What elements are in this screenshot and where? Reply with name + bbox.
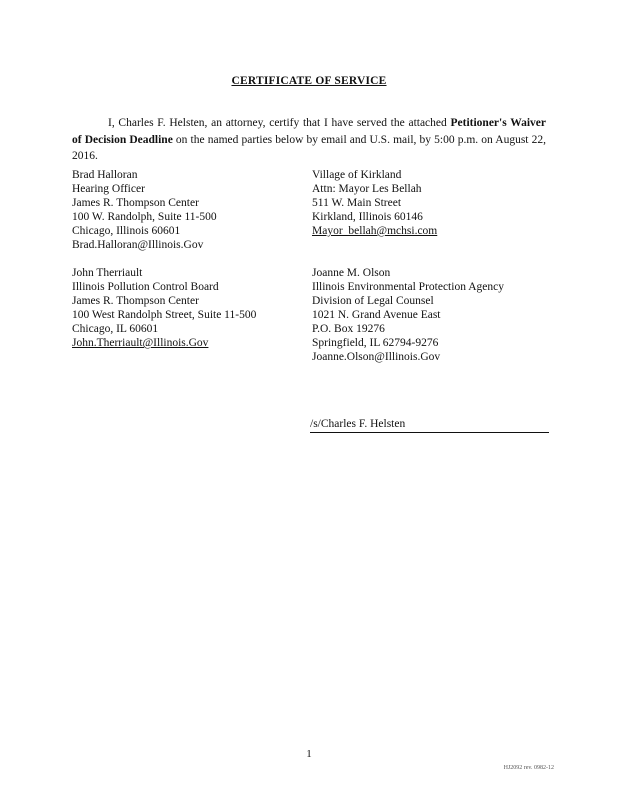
recipient-block-halloran: [72, 168, 312, 252]
recipient-line: Division of Legal Counsel: [312, 295, 434, 307]
recipient-line: John Therriault: [72, 267, 143, 279]
recipient-line: 100 W. Randolph, Suite 11-500: [72, 211, 217, 223]
intro-text-1: I, Charles F. Helsten, an attorney, certify that I have served the attached: [108, 117, 451, 129]
recipient-line: Springfield, IL 62794-9276: [312, 337, 439, 349]
recipient-line: 511 W. Main Street: [312, 197, 402, 209]
recipient-email: Brad.Halloran@Illinois.Gov: [72, 239, 204, 251]
recipient-line: 1021 N. Grand Avenue East: [312, 309, 441, 321]
recipient-block-kirkland: [312, 168, 552, 238]
recipient-line: Brad Halloran: [72, 169, 138, 181]
certification-paragraph: [72, 115, 546, 165]
recipient-line: James R. Thompson Center: [72, 197, 199, 209]
recipient-email-link[interactable]: Mayor_bellah@mchsi.com: [312, 225, 438, 237]
intro-text-2: on the named parties below by email and U.S. mail, by 5:00 p.m. on August 22, 2016.: [72, 133, 546, 162]
recipient-line: Illinois Pollution Control Board: [72, 281, 219, 293]
recipient-line: Village of Kirkland: [312, 169, 402, 181]
recipient-line: Kirkland, Illinois 60146: [312, 211, 423, 223]
page-number: 1: [306, 748, 312, 760]
recipient-line: Hearing Officer: [72, 183, 145, 195]
recipient-line: Illinois Environmental Protection Agency: [312, 281, 504, 293]
recipient-line: Chicago, Illinois 60601: [72, 225, 181, 237]
intro-document-name: Petitioner's Waiver of Decision Deadline: [72, 117, 546, 146]
signature-line: /s/Charles F. Helsten: [310, 417, 549, 433]
recipient-line: James R. Thompson Center: [72, 295, 199, 307]
recipient-line: Chicago, IL 60601: [72, 323, 159, 335]
recipient-block-therriault: [72, 266, 312, 350]
certificate-title: CERTIFICATE OF SERVICE: [231, 75, 387, 87]
recipient-line: 100 West Randolph Street, Suite 11-500: [72, 309, 257, 321]
recipient-line: Attn: Mayor Les Bellah: [312, 183, 422, 195]
recipient-block-olson: [312, 266, 552, 364]
recipient-email: Joanne.Olson@Illinois.Gov: [312, 351, 441, 363]
document-id: HJ2092 rev. 0982-12: [503, 765, 554, 771]
recipient-line: P.O. Box 19276: [312, 323, 385, 335]
recipient-line: Joanne M. Olson: [312, 267, 391, 279]
recipient-email-link[interactable]: John.Therriault@Illinois.Gov: [72, 337, 209, 349]
